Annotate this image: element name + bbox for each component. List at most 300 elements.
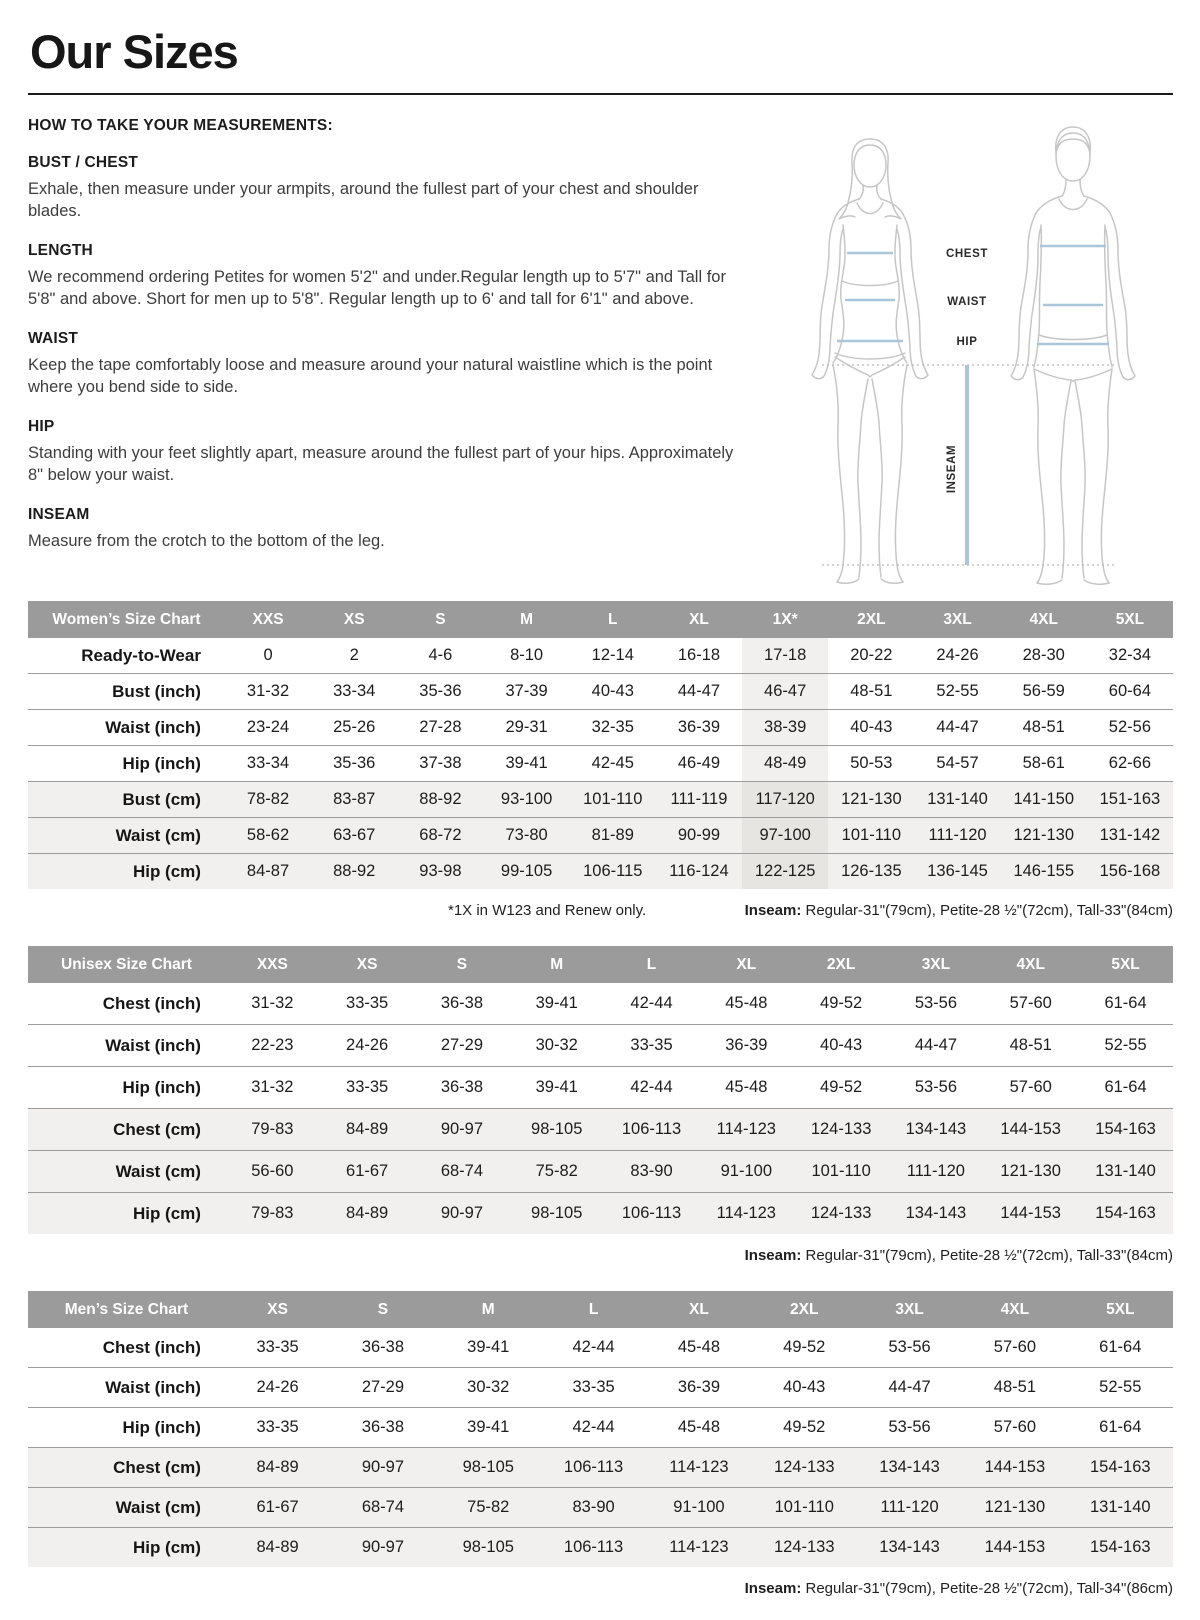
size-value-cell: 50-53 <box>850 754 893 772</box>
size-value-cell: 32-35 <box>591 718 634 736</box>
row-label: Bust (cm) <box>122 789 201 809</box>
size-value-cell: 56-60 <box>251 1162 294 1180</box>
size-value-cell: 83-90 <box>630 1162 673 1180</box>
size-charts-section <box>28 601 1173 1600</box>
size-value-cell: 61-67 <box>256 1498 299 1516</box>
column-header: L <box>541 1291 646 1328</box>
size-value-cell: 30-32 <box>467 1378 510 1396</box>
instruction-title: INSEAM <box>28 505 90 523</box>
instruction-title: BUST / CHEST <box>28 154 139 171</box>
size-value-cell: 90-97 <box>440 1204 484 1222</box>
mens-size-chart <box>28 1291 1173 1567</box>
size-value-cell: 37-39 <box>505 682 548 700</box>
size-value-cell: 54-57 <box>936 754 979 772</box>
size-value-cell: 68-72 <box>419 826 462 844</box>
instruction-length <box>28 242 763 311</box>
size-value-cell: 40-43 <box>591 682 634 700</box>
row-label: Chest (cm) <box>113 1119 201 1139</box>
size-value-cell: 61-64 <box>1104 994 1147 1012</box>
size-value-cell: 33-35 <box>630 1036 673 1054</box>
size-value-cell: 124-133 <box>773 1458 835 1476</box>
row-label: Waist (inch) <box>105 1377 201 1397</box>
size-value-cell: 36-38 <box>440 994 484 1012</box>
instruction-body: Keep the tape comfortably loose and measure around your natural waistline which is the point where you bend side to side. <box>28 355 713 396</box>
size-value-cell: 36-38 <box>440 1078 484 1096</box>
column-header: 5XL <box>1068 1291 1173 1328</box>
size-value-cell: 134-143 <box>879 1458 940 1476</box>
column-header: S <box>415 946 510 983</box>
size-value-cell: 49-52 <box>820 1078 863 1096</box>
size-value-cell: 39-41 <box>535 1078 578 1096</box>
size-value-cell: 33-35 <box>256 1338 299 1356</box>
size-value-cell: 45-48 <box>725 1078 768 1096</box>
table-row <box>28 1151 1173 1193</box>
table-row <box>28 638 1173 674</box>
size-value-cell: 84-89 <box>256 1538 299 1556</box>
size-value-cell: 134-143 <box>905 1204 967 1222</box>
size-value-cell: 84-89 <box>346 1120 389 1138</box>
size-value-cell: 61-67 <box>346 1162 389 1180</box>
size-value-cell: 32-34 <box>1108 646 1151 664</box>
size-value-cell: 63-67 <box>333 826 376 844</box>
size-value-cell: 38-39 <box>742 710 828 746</box>
inseam-footnote-label: Inseam: <box>744 1580 802 1597</box>
size-value-cell: 40-43 <box>850 718 893 736</box>
size-value-cell: 56-59 <box>1022 682 1065 700</box>
size-value-cell: 49-52 <box>783 1418 826 1436</box>
footnote-inseam-unisex <box>745 1247 1173 1264</box>
size-value-cell: 106-113 <box>563 1458 624 1476</box>
size-value-cell: 20-22 <box>850 646 893 664</box>
size-value-cell: 2 <box>349 646 359 664</box>
size-value-cell: 98-105 <box>531 1120 583 1138</box>
column-header: XL <box>646 1291 751 1328</box>
size-value-cell: 58-62 <box>246 826 290 844</box>
size-value-cell: 35-36 <box>333 754 376 772</box>
row-label: Waist (cm) <box>115 825 201 845</box>
size-value-cell: 48-51 <box>1009 1036 1052 1054</box>
size-value-cell: 144-153 <box>1000 1204 1061 1222</box>
table-row <box>28 983 1173 1025</box>
size-value-cell: 31-32 <box>251 994 294 1012</box>
inseam-footnote-label: Inseam: <box>744 1247 802 1264</box>
table-row <box>28 1408 1173 1448</box>
size-value-cell: 57-60 <box>1009 994 1052 1012</box>
size-value-cell: 121-130 <box>1000 1162 1061 1180</box>
table-title: Women’s Size Chart <box>28 601 225 638</box>
size-value-cell: 106-113 <box>621 1204 682 1222</box>
table-row <box>28 782 1173 818</box>
size-value-cell: 121-130 <box>984 1498 1046 1516</box>
size-value-cell: 90-97 <box>361 1458 405 1476</box>
footnote-inseam-women <box>745 902 1173 919</box>
size-value-cell: 106-113 <box>621 1120 682 1138</box>
unisex-chart-footnotes <box>28 1247 1173 1267</box>
column-header: 1X* <box>742 601 828 638</box>
size-value-cell: 114-123 <box>669 1538 729 1556</box>
column-header: S <box>330 1291 435 1328</box>
table-row <box>28 854 1173 890</box>
size-value-cell: 61-64 <box>1104 1078 1147 1096</box>
how-to-heading: HOW TO TAKE YOUR MEASUREMENTS: <box>28 117 333 134</box>
size-value-cell: 156-168 <box>1099 862 1161 880</box>
column-header: XXS <box>225 601 311 638</box>
size-value-cell: 36-39 <box>677 1378 721 1396</box>
column-header: L <box>604 946 699 983</box>
instructions-text-column <box>28 113 763 585</box>
size-value-cell: 24-26 <box>936 646 979 664</box>
size-value-cell: 45-48 <box>677 1338 721 1356</box>
womens-chart-footnotes <box>28 902 1173 922</box>
column-header: 3XL <box>889 946 984 983</box>
table-row <box>28 818 1173 854</box>
size-value-cell: 83-90 <box>572 1498 615 1516</box>
column-header: 5XL <box>1087 601 1173 638</box>
size-value-cell: 44-47 <box>914 1036 958 1054</box>
size-value-cell: 33-34 <box>246 754 290 772</box>
size-value-cell: 99-105 <box>500 862 553 880</box>
instruction-title: HIP <box>28 417 55 435</box>
size-value-cell: 73-80 <box>505 826 548 844</box>
size-value-cell: 116-124 <box>669 862 729 880</box>
size-value-cell: 25-26 <box>333 718 376 736</box>
size-value-cell: 124-133 <box>810 1204 872 1222</box>
size-value-cell: 48-51 <box>1022 718 1065 736</box>
row-label: Hip (inch) <box>122 753 201 773</box>
column-header: 3XL <box>857 1291 962 1328</box>
size-value-cell: 22-23 <box>251 1036 294 1054</box>
size-value-cell: 31-32 <box>251 1078 294 1096</box>
size-value-cell: 33-35 <box>256 1418 299 1436</box>
size-value-cell: 136-145 <box>927 862 988 880</box>
row-label: Bust (inch) <box>112 681 201 701</box>
size-value-cell: 53-56 <box>914 1078 958 1096</box>
womens-size-chart <box>28 601 1173 889</box>
size-value-cell: 114-123 <box>716 1204 776 1222</box>
size-value-cell: 39-41 <box>467 1418 510 1436</box>
size-value-cell: 48-49 <box>742 746 828 782</box>
column-header: XS <box>225 1291 330 1328</box>
size-value-cell: 23-24 <box>246 718 290 736</box>
footnote-inseam-men <box>745 1580 1173 1597</box>
size-value-cell: 131-140 <box>1095 1162 1156 1180</box>
size-value-cell: 24-26 <box>256 1378 299 1396</box>
size-value-cell: 78-82 <box>246 790 290 808</box>
hip-label: HIP <box>956 336 978 348</box>
size-value-cell: 48-51 <box>850 682 893 700</box>
row-label: Hip (cm) <box>132 1537 201 1557</box>
instruction-title: LENGTH <box>28 241 93 259</box>
size-value-cell: 75-82 <box>535 1162 578 1180</box>
size-value-cell: 111-119 <box>670 790 728 808</box>
table-row <box>28 1067 1173 1109</box>
inseam-footnote-text: Regular-31"(79cm), Petite-28 ½"(72cm), Tall-33"(84cm) <box>801 902 1173 919</box>
column-header: 4XL <box>1001 601 1087 638</box>
row-label: Waist (inch) <box>105 1035 201 1055</box>
size-value-cell: 131-140 <box>927 790 988 808</box>
column-header: XL <box>656 601 742 638</box>
size-value-cell: 52-55 <box>1104 1036 1147 1054</box>
size-value-cell: 154-163 <box>1095 1204 1156 1222</box>
size-value-cell: 35-36 <box>419 682 462 700</box>
size-value-cell: 4-6 <box>428 646 453 664</box>
size-value-cell: 40-43 <box>820 1036 863 1054</box>
size-value-cell: 93-100 <box>500 790 553 808</box>
male-figure <box>1011 127 1135 584</box>
size-value-cell: 93-98 <box>419 862 462 880</box>
size-value-cell: 36-38 <box>361 1418 405 1436</box>
size-value-cell: 39-41 <box>467 1338 510 1356</box>
column-header: L <box>570 601 656 638</box>
size-value-cell: 0 <box>263 646 273 664</box>
size-value-cell: 68-74 <box>361 1498 405 1516</box>
size-value-cell: 49-52 <box>820 994 863 1012</box>
size-value-cell: 144-153 <box>984 1458 1046 1476</box>
table-row <box>28 1193 1173 1235</box>
row-label: Chest (cm) <box>113 1457 201 1477</box>
table-row <box>28 1025 1173 1067</box>
size-value-cell: 111-120 <box>880 1498 939 1516</box>
size-value-cell: 62-66 <box>1108 754 1151 772</box>
size-value-cell: 57-60 <box>993 1418 1036 1436</box>
column-header: M <box>509 946 604 983</box>
size-value-cell: 42-44 <box>630 1078 673 1096</box>
table-title: Men’s Size Chart <box>28 1291 225 1328</box>
size-value-cell: 36-39 <box>677 718 721 736</box>
size-value-cell: 151-163 <box>1099 790 1161 808</box>
size-value-cell: 27-28 <box>419 718 462 736</box>
size-value-cell: 12-14 <box>591 646 634 664</box>
table-row <box>28 1448 1173 1488</box>
size-value-cell: 52-55 <box>936 682 979 700</box>
size-value-cell: 48-51 <box>993 1378 1036 1396</box>
size-value-cell: 36-39 <box>725 1036 768 1054</box>
table-row <box>28 1328 1173 1368</box>
table-row <box>28 1488 1173 1528</box>
size-value-cell: 61-64 <box>1099 1418 1142 1436</box>
size-value-cell: 83-87 <box>333 790 376 808</box>
row-label: Waist (cm) <box>115 1161 201 1181</box>
instruction-body: We recommend ordering Petites for women 5'2" and under.Regular length up to 5'7" and Tall for 5'8" and above. Short for men up to 5'8". Regular length up to 6' and tall for 6'1" and above. <box>28 267 726 308</box>
size-value-cell: 90-99 <box>677 826 721 844</box>
size-value-cell: 97-100 <box>742 818 828 854</box>
inseam-footnote-text: Regular-31"(79cm), Petite-28 ½"(72cm), Tall-34"(86cm) <box>801 1580 1173 1597</box>
column-header: 2XL <box>752 1291 857 1328</box>
row-label: Hip (cm) <box>132 1203 201 1223</box>
size-value-cell: 57-60 <box>1009 1078 1052 1096</box>
size-table <box>28 1291 1173 1567</box>
guide-dotted-lines <box>822 365 1117 565</box>
table-row <box>28 1109 1173 1151</box>
size-value-cell: 141-150 <box>1013 790 1074 808</box>
table-title: Unisex Size Chart <box>28 946 225 983</box>
inseam-footnote-label: Inseam: <box>744 902 802 919</box>
title-divider <box>28 93 1173 95</box>
column-header: M <box>436 1291 541 1328</box>
row-label: Hip (inch) <box>122 1417 201 1437</box>
size-value-cell: 90-97 <box>361 1538 405 1556</box>
size-value-cell: 46-49 <box>677 754 721 772</box>
size-value-cell: 53-56 <box>888 1418 931 1436</box>
size-value-cell: 61-64 <box>1099 1338 1142 1356</box>
size-value-cell: 90-97 <box>440 1120 484 1138</box>
instruction-body: Exhale, then measure under your armpits, around the fullest part of your chest and shoulder blades. <box>28 180 699 220</box>
size-value-cell: 124-133 <box>810 1120 872 1138</box>
size-value-cell: 39-41 <box>505 754 548 772</box>
row-label: Chest (inch) <box>102 1337 201 1357</box>
size-value-cell: 114-123 <box>669 1458 729 1476</box>
row-label: Waist (cm) <box>115 1497 201 1517</box>
size-value-cell: 52-56 <box>1108 718 1151 736</box>
column-header: XL <box>699 946 794 983</box>
size-value-cell: 122-125 <box>742 854 828 890</box>
size-value-cell: 84-89 <box>256 1458 299 1476</box>
row-label: Ready-to-Wear <box>81 645 201 665</box>
table-row <box>28 746 1173 782</box>
size-value-cell: 16-18 <box>677 646 721 664</box>
instruction-hip <box>28 418 763 487</box>
instruction-body: Standing with your feet slightly apart, measure around the fullest part of your hips. Approximately 8" below your waist. <box>28 443 734 484</box>
size-value-cell: 84-89 <box>346 1204 389 1222</box>
female-figure <box>812 139 928 583</box>
size-value-cell: 121-130 <box>1013 826 1074 844</box>
footnote-1x-note: *1X in W123 and Renew only. <box>448 902 647 919</box>
column-header: 4XL <box>983 946 1078 983</box>
column-header: XS <box>311 601 397 638</box>
instruction-bust-chest <box>28 154 763 223</box>
size-value-cell: 30-32 <box>535 1036 578 1054</box>
inseam-label: INSEAM <box>946 444 958 494</box>
size-value-cell: 79-83 <box>251 1204 294 1222</box>
instruction-body: Measure from the crotch to the bottom of the leg. <box>28 531 385 550</box>
size-value-cell: 33-35 <box>346 994 389 1012</box>
size-value-cell: 52-55 <box>1099 1378 1142 1396</box>
size-value-cell: 154-163 <box>1090 1458 1151 1476</box>
size-value-cell: 46-47 <box>742 674 828 710</box>
size-value-cell: 98-105 <box>462 1458 514 1476</box>
size-value-cell: 27-29 <box>440 1036 484 1054</box>
column-header: 3XL <box>914 601 1000 638</box>
size-value-cell: 8-10 <box>510 646 544 664</box>
row-label: Hip (cm) <box>132 861 201 881</box>
size-value-cell: 144-153 <box>984 1538 1046 1556</box>
size-value-cell: 58-61 <box>1022 754 1065 772</box>
size-value-cell: 17-18 <box>742 638 828 674</box>
size-value-cell: 134-143 <box>905 1120 967 1138</box>
column-header: S <box>397 601 483 638</box>
size-value-cell: 131-142 <box>1099 826 1161 844</box>
size-value-cell: 24-26 <box>346 1036 389 1054</box>
chest-label: CHEST <box>946 248 988 260</box>
waist-label: WAIST <box>947 296 987 308</box>
size-value-cell: 68-74 <box>440 1162 484 1180</box>
row-label: Chest (inch) <box>102 993 201 1013</box>
size-value-cell: 33-35 <box>346 1078 389 1096</box>
size-value-cell: 111-120 <box>906 1162 965 1180</box>
size-value-cell: 37-38 <box>419 754 462 772</box>
size-value-cell: 27-29 <box>361 1378 405 1396</box>
instruction-title: WAIST <box>28 329 79 347</box>
size-value-cell: 44-47 <box>677 682 721 700</box>
unisex-size-chart <box>28 946 1173 1234</box>
column-header: XXS <box>225 946 320 983</box>
instruction-inseam <box>28 506 763 553</box>
size-value-cell: 40-43 <box>783 1378 826 1396</box>
instruction-waist <box>28 330 763 399</box>
size-value-cell: 36-38 <box>361 1338 405 1356</box>
size-value-cell: 98-105 <box>462 1538 514 1556</box>
size-value-cell: 42-44 <box>572 1338 615 1356</box>
row-label: Hip (inch) <box>122 1077 201 1097</box>
size-value-cell: 88-92 <box>333 862 376 880</box>
size-table <box>28 946 1173 1234</box>
size-value-cell: 146-155 <box>1013 862 1074 880</box>
size-value-cell: 60-64 <box>1108 682 1151 700</box>
column-header: 2XL <box>794 946 889 983</box>
size-value-cell: 114-123 <box>716 1120 776 1138</box>
table-row <box>28 710 1173 746</box>
size-value-cell: 79-83 <box>251 1120 294 1138</box>
size-value-cell: 121-130 <box>841 790 902 808</box>
size-value-cell: 44-47 <box>888 1378 931 1396</box>
size-value-cell: 91-100 <box>673 1498 725 1516</box>
size-value-cell: 53-56 <box>914 994 958 1012</box>
column-header: XS <box>320 946 415 983</box>
size-value-cell: 57-60 <box>993 1338 1036 1356</box>
size-value-cell: 45-48 <box>677 1418 721 1436</box>
size-value-cell: 33-35 <box>572 1378 615 1396</box>
size-value-cell: 126-135 <box>841 862 902 880</box>
column-header: 2XL <box>828 601 914 638</box>
size-value-cell: 144-153 <box>1000 1120 1061 1138</box>
size-value-cell: 154-163 <box>1095 1120 1156 1138</box>
size-value-cell: 111-120 <box>928 826 987 844</box>
size-value-cell: 154-163 <box>1090 1538 1151 1556</box>
measurement-lines <box>837 246 1109 344</box>
size-value-cell: 91-100 <box>720 1162 773 1180</box>
size-value-cell: 31-32 <box>246 682 290 700</box>
size-value-cell: 106-115 <box>583 862 643 880</box>
inseam-footnote-text: Regular-31"(79cm), Petite-28 ½"(72cm), Tall-33"(84cm) <box>801 1247 1173 1264</box>
size-value-cell: 45-48 <box>725 994 768 1012</box>
size-value-cell: 44-47 <box>936 718 979 736</box>
size-value-cell: 81-89 <box>591 826 634 844</box>
size-value-cell: 101-110 <box>774 1498 834 1516</box>
column-header: 5XL <box>1078 946 1173 983</box>
table-row <box>28 674 1173 710</box>
table-row <box>28 1528 1173 1568</box>
page-title: Our Sizes <box>30 25 238 78</box>
size-value-cell: 88-92 <box>419 790 462 808</box>
size-value-cell: 75-82 <box>467 1498 510 1516</box>
size-value-cell: 101-110 <box>841 826 902 844</box>
measurement-diagram <box>785 113 1173 585</box>
body-measurement-illustration <box>785 113 1173 585</box>
size-value-cell: 42-44 <box>572 1418 615 1436</box>
size-value-cell: 39-41 <box>535 994 578 1012</box>
size-value-cell: 106-113 <box>563 1538 624 1556</box>
table-row <box>28 1368 1173 1408</box>
size-value-cell: 98-105 <box>531 1204 583 1222</box>
size-value-cell: 28-30 <box>1022 646 1065 664</box>
measurement-instructions-section <box>28 113 1173 585</box>
mens-chart-footnotes <box>28 1580 1173 1600</box>
size-value-cell: 53-56 <box>888 1338 931 1356</box>
row-label: Waist (inch) <box>105 717 201 737</box>
size-value-cell: 134-143 <box>879 1538 940 1556</box>
column-header: 4XL <box>962 1291 1067 1328</box>
size-value-cell: 42-45 <box>591 754 634 772</box>
